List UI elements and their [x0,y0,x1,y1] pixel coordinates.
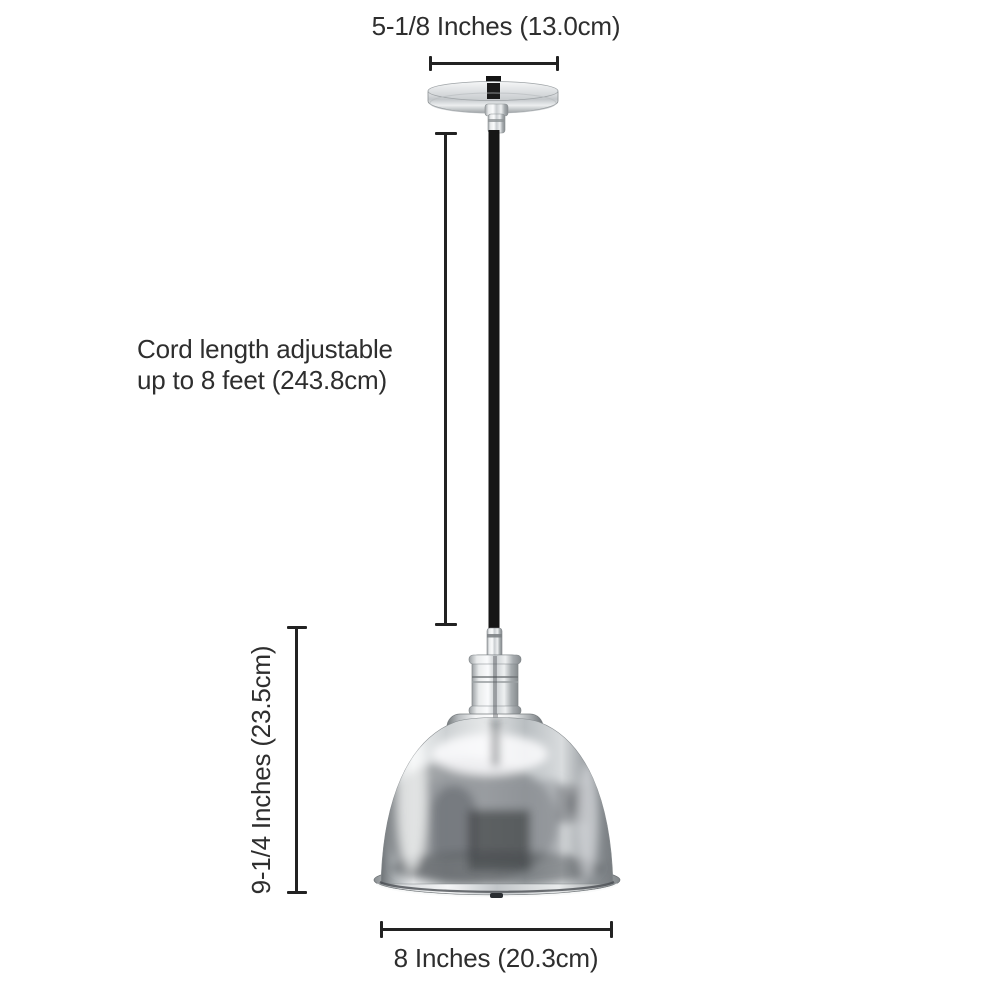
cord-length-dimension-line [435,132,457,626]
cord-length-label [137,334,393,396]
dimension-line [380,928,613,931]
socket-ferrule [487,628,502,658]
tick-left [429,56,432,71]
rim-notch [490,893,503,898]
lamp-socket [469,655,521,715]
tick-right [556,56,559,71]
cord-length-label-line2: up to 8 feet (243.8cm) [137,365,387,395]
tick-top [435,132,457,135]
dimension-line [295,626,298,894]
tick-right [610,921,613,938]
canopy-width-label: 5-1/8 Inches (13.0cm) [371,11,621,41]
hanging-cord [489,130,500,632]
tick-bottom [435,623,457,626]
tick-bottom [287,891,307,894]
dimension-line [444,132,447,626]
shade-height-dimension-line [287,626,307,894]
shade-width-dimension-line [380,921,613,938]
dimension-line [429,62,559,65]
cord-grip [485,104,508,133]
tick-top [287,626,307,629]
canopy-width-dimension-line [429,56,559,71]
cord-length-label-line1: Cord length adjustable [137,334,393,364]
shade-height-label: 9-1/4 Inches (23.5cm) [246,645,276,895]
shade-width-label: 8 Inches (20.3cm) [393,943,599,973]
dome-shade [377,718,617,899]
tick-left [380,921,383,938]
